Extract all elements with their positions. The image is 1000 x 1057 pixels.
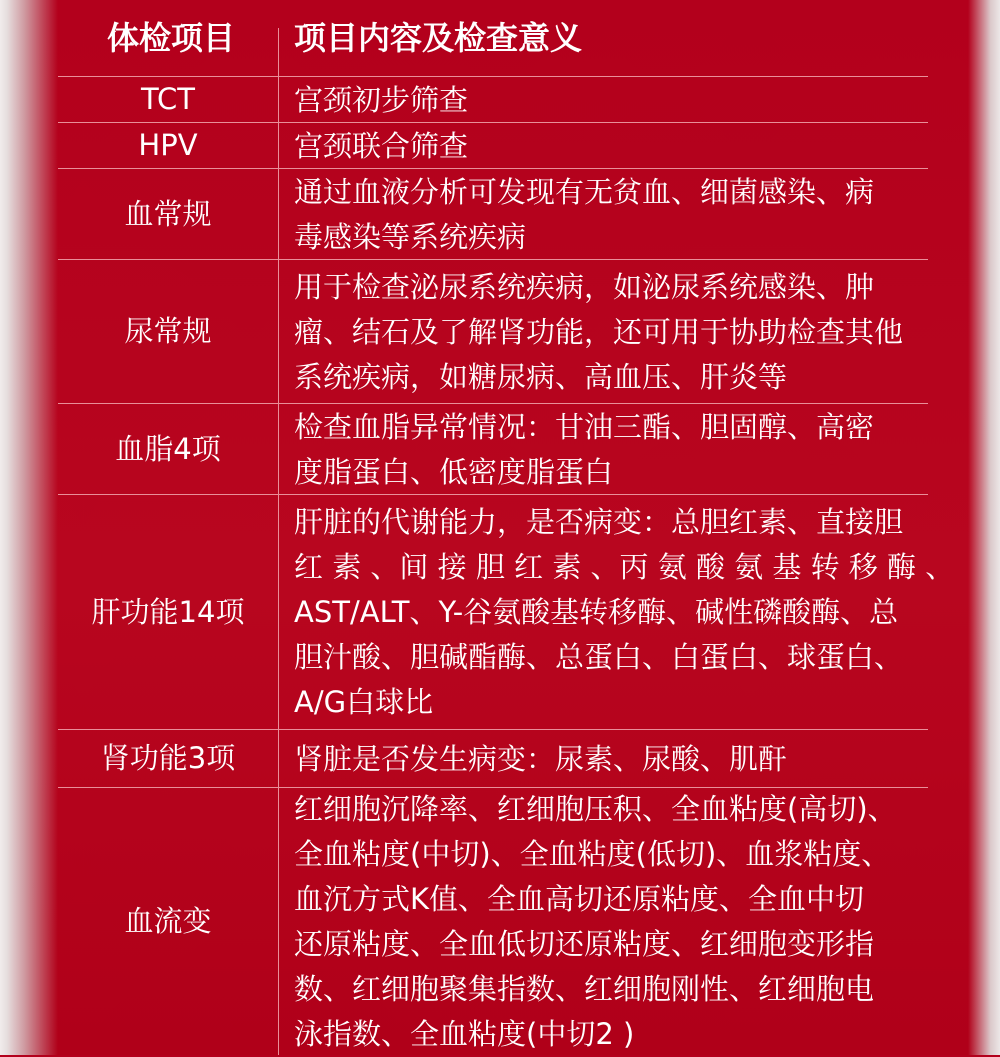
content-line: 红 素 、间 接 胆 红 素 、丙 氨 酸 氨 基 转 移 酶 、 — [294, 550, 955, 584]
content-line: 用于检查泌尿系统疾病，如泌尿系统感染、肿 — [294, 269, 875, 304]
table-row — [58, 76, 928, 123]
content-line: 瘤、结石及了解肾功能，还可用于协助检查其他 — [294, 314, 904, 349]
exam-item-content — [294, 404, 938, 495]
content-line: 数、红细胞聚集指数、红细胞刚性、红细胞电 — [294, 972, 875, 1006]
exam-item-content — [294, 123, 938, 169]
content-line: 宫颈联合筛查 — [294, 128, 469, 163]
content-line: 系统疾病，如糖尿病、高血压、肝炎等 — [294, 359, 788, 394]
exam-item-name: 肾功能3项 — [100, 741, 236, 776]
exam-item-name: HPV — [138, 128, 198, 163]
left-edge-gradient — [0, 0, 58, 1055]
header-content-meaning: 项目内容及检查意义 — [294, 19, 583, 57]
content-line: AST/ALT、Y-谷氨酸基转移酶、碱性磷酸酶、总 — [294, 595, 899, 629]
table-row — [58, 122, 928, 169]
exam-item-name: TCT — [141, 82, 195, 117]
content-line: 血沉方式K值、全血高切还原粘度、全血中切 — [294, 882, 865, 916]
exam-item-name: 血常规 — [124, 196, 212, 231]
exam-item-content — [294, 260, 938, 404]
exam-item-name: 肝功能14项 — [91, 594, 245, 629]
exam-item-content — [294, 730, 938, 788]
content-line: 度脂蛋白、低密度脂蛋白 — [294, 454, 614, 489]
exam-item-name: 尿常规 — [124, 314, 212, 349]
content-line: 红细胞沉降率、红细胞压积、全血粘度(高切)、 — [294, 792, 897, 826]
content-line: 胆汁酸、胆碱酯酶、总蛋白、白蛋白、球蛋白、 — [294, 640, 904, 674]
exam-item-content — [294, 495, 955, 730]
exam-item-content — [294, 77, 938, 123]
content-line: 肝脏的代谢能力，是否病变：总胆红素、直接胆 — [294, 505, 904, 539]
exam-item-content — [294, 788, 938, 1056]
table-row — [58, 494, 955, 730]
content-line: A/G白球比 — [294, 685, 434, 719]
table-row — [58, 729, 928, 788]
exam-item-content — [294, 169, 938, 260]
exam-item-name: 血流变 — [124, 904, 212, 939]
content-line: 肾脏是否发生病变：尿素、尿酸、肌酐 — [294, 741, 788, 776]
exam-items-table — [58, 0, 955, 1055]
exam-item-name: 血脂4项 — [115, 431, 221, 466]
table-row — [58, 168, 928, 260]
content-line: 还原粘度、全血低切还原粘度、红细胞变形指 — [294, 927, 875, 961]
table-row — [58, 259, 928, 404]
header-exam-item: 体检项目 — [106, 19, 235, 57]
content-line: 宫颈初步筛查 — [294, 82, 469, 117]
table-header — [58, 0, 928, 76]
content-line: 全血粘度(中切)、全血粘度(低切)、血浆粘度、 — [294, 837, 891, 871]
content-line: 毒感染等系统疾病 — [294, 219, 527, 254]
table-row — [58, 403, 928, 495]
content-line: 泳指数、全血粘度(中切2 ) — [294, 1017, 635, 1051]
content-line: 检查血脂异常情况：甘油三酯、胆固醇、高密 — [294, 409, 875, 444]
table-row — [58, 787, 928, 1056]
right-edge-gradient — [968, 0, 1000, 1055]
content-line: 通过血液分析可发现有无贫血、细菌感染、病 — [294, 174, 875, 209]
